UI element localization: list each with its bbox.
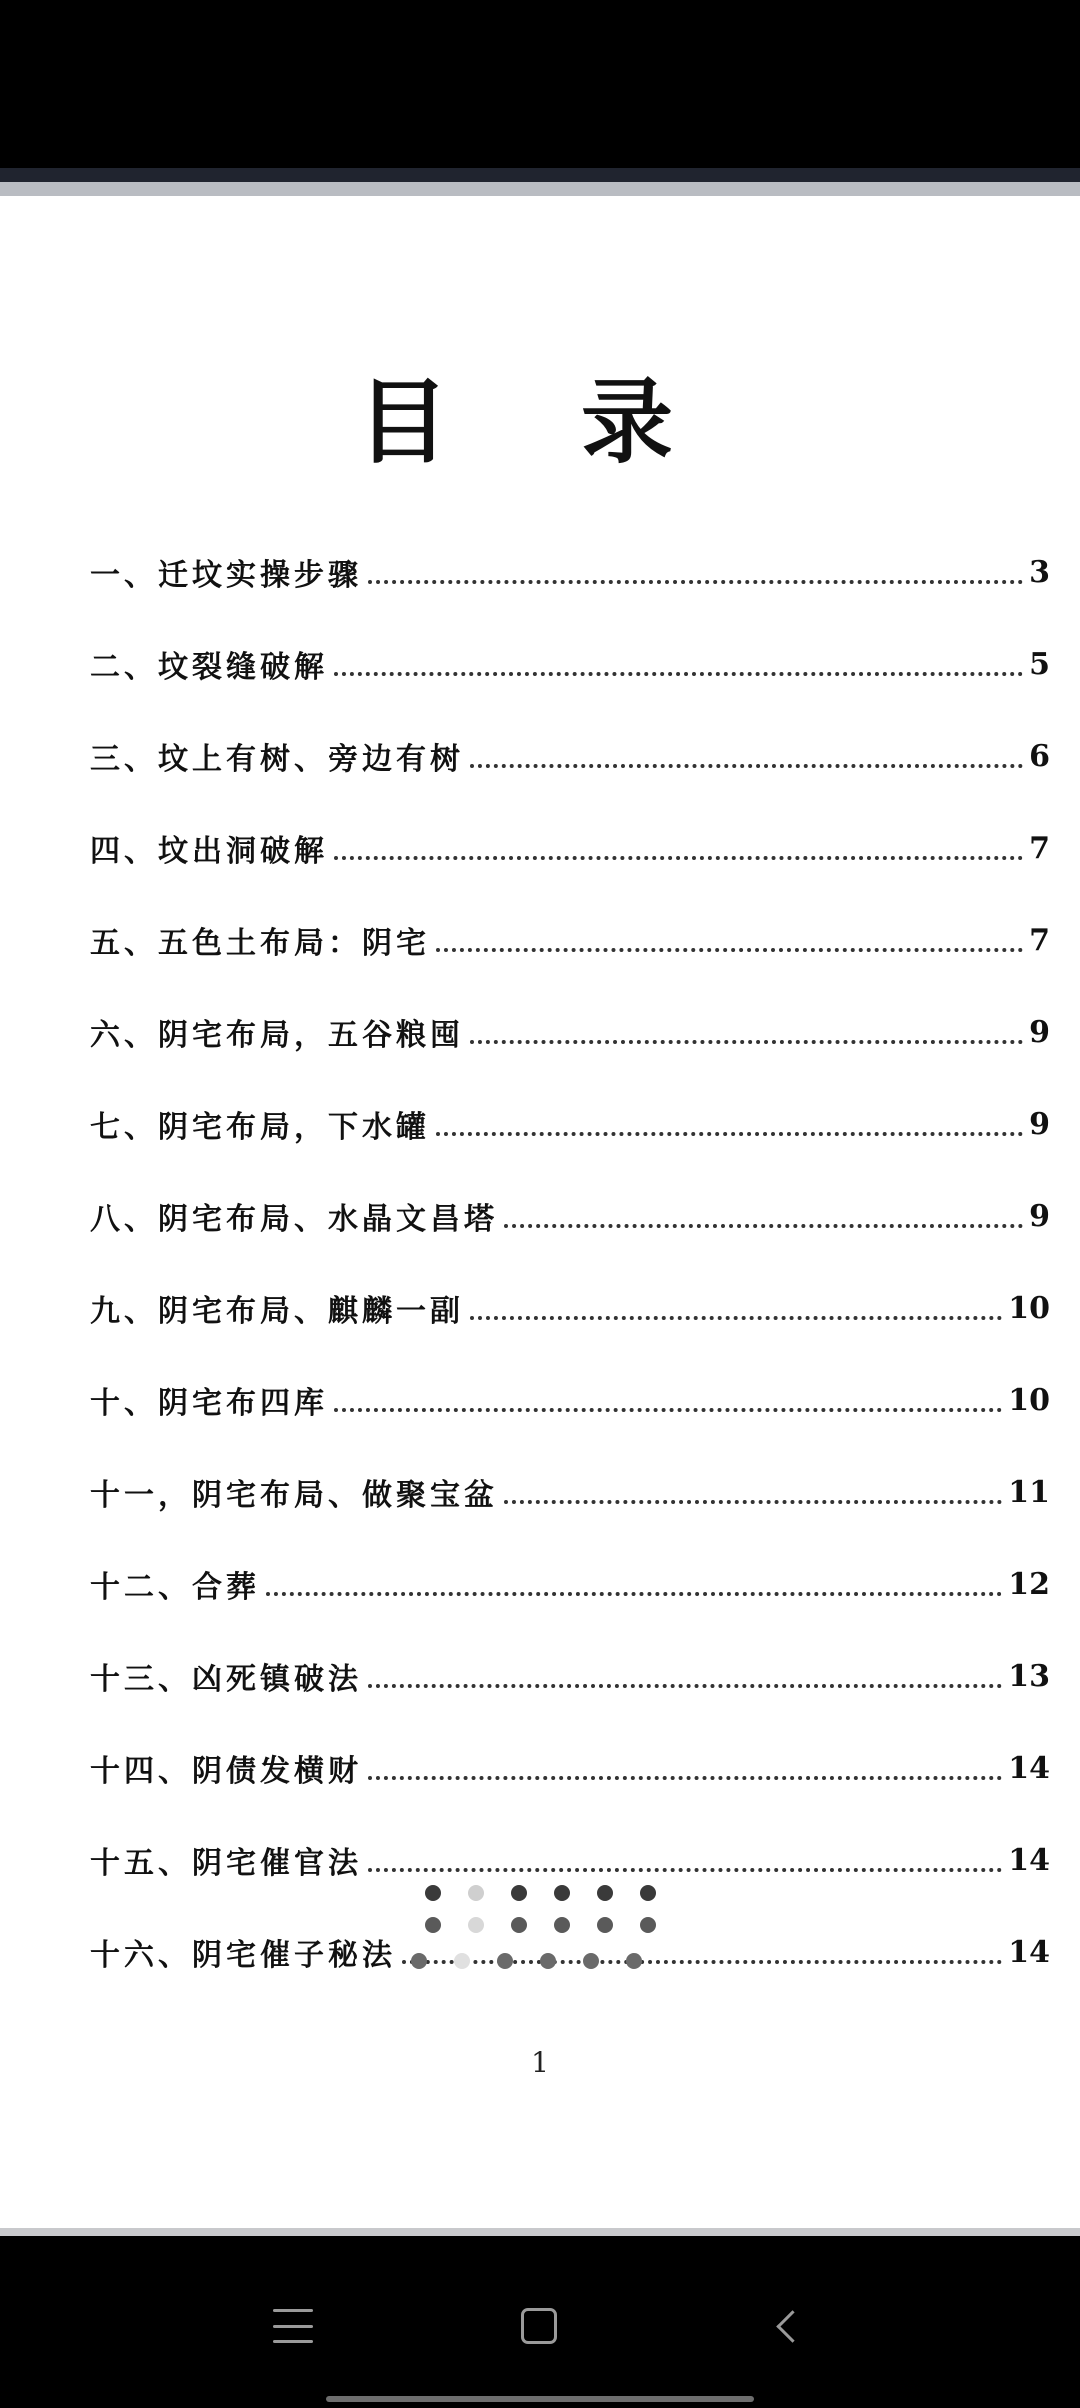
- toc-dot-leader: [368, 1868, 1002, 1872]
- toc-dot-leader: [334, 856, 1023, 860]
- toc-dot-leader: [368, 580, 1023, 584]
- toc-entry-label: 一、迁坟实操步骤: [90, 558, 362, 593]
- toc-entry[interactable]: [90, 1446, 1050, 1538]
- toc-entry-label: 七、阴宅布局，下水罐: [90, 1110, 430, 1145]
- toc-entry[interactable]: [90, 1078, 1050, 1170]
- toc-entry-label: 十一，阴宅布局、做聚宝盆: [90, 1478, 498, 1513]
- toc-entry[interactable]: [90, 1170, 1050, 1262]
- toc-dot-leader: [436, 948, 1023, 952]
- page-indicator-row: [0, 1917, 1080, 1933]
- gesture-handle[interactable]: [326, 2396, 754, 2402]
- toc-entry-label: 八、阴宅布局、水晶文昌塔: [90, 1202, 498, 1237]
- page-dot[interactable]: [640, 1885, 656, 1901]
- toc-entry-label: 十三、凶死镇破法: [90, 1662, 362, 1697]
- page-dot[interactable]: [425, 1917, 441, 1933]
- toc-entry[interactable]: [90, 1722, 1050, 1814]
- toc-entry-page: 13: [1008, 1658, 1050, 1694]
- toc-entry[interactable]: [90, 986, 1050, 1078]
- toc-dot-leader: [470, 1316, 1002, 1320]
- page-dot[interactable]: [411, 1953, 427, 1969]
- toc-entry-page: 9: [1029, 1198, 1050, 1234]
- toc-entry[interactable]: [90, 1538, 1050, 1630]
- toc-entry-page: 14: [1008, 1934, 1050, 1970]
- viewer-toolbar-strip: [0, 168, 1080, 182]
- toc-entry-label: 四、坟出洞破解: [90, 834, 328, 869]
- toc-entry[interactable]: [90, 1262, 1050, 1354]
- toc-entry-page: 7: [1029, 830, 1050, 866]
- toc-entry-page: 12: [1008, 1566, 1050, 1602]
- page-dot[interactable]: [640, 1917, 656, 1933]
- viewer-toolbar-divider: [0, 182, 1080, 196]
- menu-button[interactable]: [253, 2296, 333, 2356]
- toc-list: [90, 526, 1050, 1998]
- home-button[interactable]: [499, 2296, 579, 2356]
- toc-entry-page: 9: [1029, 1014, 1050, 1050]
- toc-entry-page: 14: [1008, 1750, 1050, 1786]
- page-dot[interactable]: [511, 1917, 527, 1933]
- toc-entry-label: 五、五色土布局：阴宅: [90, 926, 430, 961]
- toc-entry-label: 十六、阴宅催子秘法: [90, 1938, 396, 1973]
- toc-entry-label: 十、阴宅布四库: [90, 1386, 328, 1421]
- system-navigation-bar: [0, 2236, 1080, 2408]
- page-dot[interactable]: [597, 1917, 613, 1933]
- toc-dot-leader: [470, 764, 1023, 768]
- page-dot-active[interactable]: [468, 1917, 484, 1933]
- back-button[interactable]: [747, 2296, 827, 2356]
- page-dot[interactable]: [597, 1885, 613, 1901]
- page-dot-active[interactable]: [454, 1953, 470, 1969]
- toc-dot-leader: [368, 1684, 1002, 1688]
- page-dot[interactable]: [425, 1885, 441, 1901]
- toc-entry[interactable]: [90, 894, 1050, 986]
- toc-entry[interactable]: [90, 618, 1050, 710]
- page-number: 1: [531, 2046, 549, 2079]
- toc-dot-leader: [334, 1408, 1002, 1412]
- page-dot[interactable]: [583, 1953, 599, 1969]
- toc-entry-page: 10: [1008, 1290, 1050, 1326]
- toc-entry-page: 6: [1029, 738, 1050, 774]
- toc-entry-label: 三、坟上有树、旁边有树: [90, 742, 464, 777]
- toc-dot-leader: [504, 1224, 1023, 1228]
- toc-entry[interactable]: [90, 710, 1050, 802]
- bottom-divider: [0, 2228, 1080, 2236]
- page-dot[interactable]: [497, 1953, 513, 1969]
- toc-entry-page: 10: [1008, 1382, 1050, 1418]
- toc-entry-page: 7: [1029, 922, 1050, 958]
- toc-dot-leader: [504, 1500, 1002, 1504]
- toc-entry-label: 二、坟裂缝破解: [90, 650, 328, 685]
- toc-entry[interactable]: [90, 1630, 1050, 1722]
- toc-entry-page: 14: [1008, 1842, 1050, 1878]
- toc-entry[interactable]: [90, 1354, 1050, 1446]
- back-icon: [776, 2310, 809, 2343]
- toc-entry-page: 11: [1008, 1474, 1050, 1510]
- toc-entry-page: 9: [1029, 1106, 1050, 1142]
- toc-entry-page: 3: [1029, 554, 1050, 590]
- toc-dot-leader: [368, 1776, 1002, 1780]
- page-indicator-row: [0, 1953, 1066, 1969]
- page-indicator-row: [0, 1885, 1080, 1901]
- toc-entry-label: 十四、阴债发横财: [90, 1754, 362, 1789]
- page-dot-active[interactable]: [468, 1885, 484, 1901]
- page-dot[interactable]: [626, 1953, 642, 1969]
- toc-dot-leader: [334, 672, 1023, 676]
- toc-title: 目 录: [356, 368, 724, 476]
- toc-entry-label: 十五、阴宅催官法: [90, 1846, 362, 1881]
- menu-icon: [273, 2309, 313, 2343]
- page-dot[interactable]: [540, 1953, 556, 1969]
- home-icon: [521, 2308, 557, 2344]
- toc-dot-leader: [470, 1040, 1023, 1044]
- toc-dot-leader: [436, 1132, 1023, 1136]
- page-dot[interactable]: [554, 1885, 570, 1901]
- page-dot[interactable]: [554, 1917, 570, 1933]
- toc-dot-leader: [266, 1592, 1002, 1596]
- status-bar-area: [0, 0, 1080, 168]
- toc-entry[interactable]: [90, 802, 1050, 894]
- toc-entry-label: 六、阴宅布局，五谷粮囤: [90, 1018, 464, 1053]
- toc-entry[interactable]: [90, 526, 1050, 618]
- toc-entry-page: 5: [1029, 646, 1050, 682]
- toc-entry-label: 九、阴宅布局、麒麟一副: [90, 1294, 464, 1329]
- toc-entry-label: 十二、合葬: [90, 1570, 260, 1605]
- page-dot[interactable]: [511, 1885, 527, 1901]
